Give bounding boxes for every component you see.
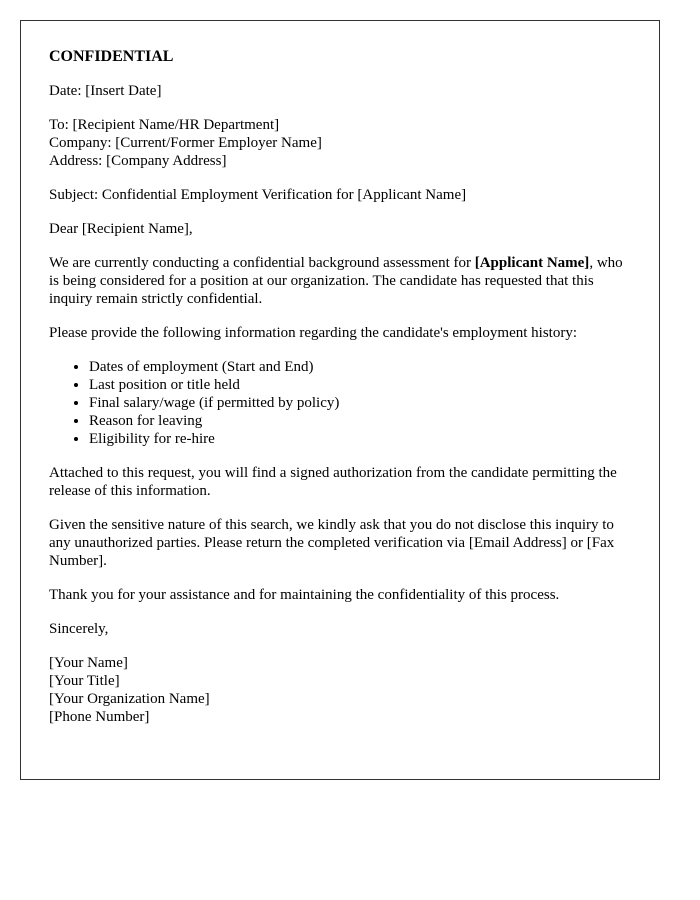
request-paragraph: Please provide the following information regarding the candidate's employment history:	[49, 325, 577, 341]
intro-text-before: We are currently conducting a confidential background assessment for	[49, 255, 475, 271]
closing: Sincerely,	[49, 621, 109, 637]
list-item: • Eligibility for re-hire	[89, 430, 631, 448]
letter-salutation: Dear [Recipient Name],	[49, 221, 193, 237]
applicant-name: [Applicant Name]	[474, 255, 590, 271]
thanks-paragraph: Thank you for your assistance and for maintaining the confidentiality of this process.	[49, 587, 560, 603]
recipient-company: Company: [Current/Former Employer Name]	[49, 135, 322, 151]
list-item: • Dates of employment (Start and End)	[89, 358, 631, 376]
attachment-paragraph: Attached to this request, you will find a signed authorization from the candidate permitting the release of this information.	[49, 465, 617, 499]
signature-title: [Your Title]	[49, 673, 120, 689]
recipient-address: Address: [Company Address]	[49, 153, 227, 169]
letter-page	[20, 20, 660, 780]
signature-phone: [Phone Number]	[49, 709, 150, 725]
signature-block	[49, 654, 631, 726]
sensitivity-paragraph: Given the sensitive nature of this search, we kindly ask that you do not disclose this inquiry to any unauthorized parties. Please return the completed verification via [Email Address] or [Fax Number].	[49, 517, 615, 569]
letter-date: Date: [Insert Date]	[49, 83, 162, 99]
intro-text-after: , who is being considered for a position at our organization. The candidate has requested that this inquiry remain strictly confidential.	[49, 255, 623, 307]
recipient-to: To: [Recipient Name/HR Department]	[49, 117, 280, 133]
list-item: • Reason for leaving	[89, 412, 631, 430]
signature-organization: [Your Organization Name]	[49, 691, 210, 707]
letter-subject: Subject: Confidential Employment Verification for [Applicant Name]	[49, 187, 467, 203]
list-item: • Final salary/wage (if permitted by policy)	[89, 394, 631, 412]
list-item: • Last position or title held	[89, 376, 631, 394]
intro-paragraph	[49, 254, 631, 308]
requested-info-list	[49, 358, 631, 448]
signature-name: [Your Name]	[49, 655, 128, 671]
confidential-heading: CONFIDENTIAL	[49, 48, 174, 65]
recipient-block	[49, 116, 631, 170]
